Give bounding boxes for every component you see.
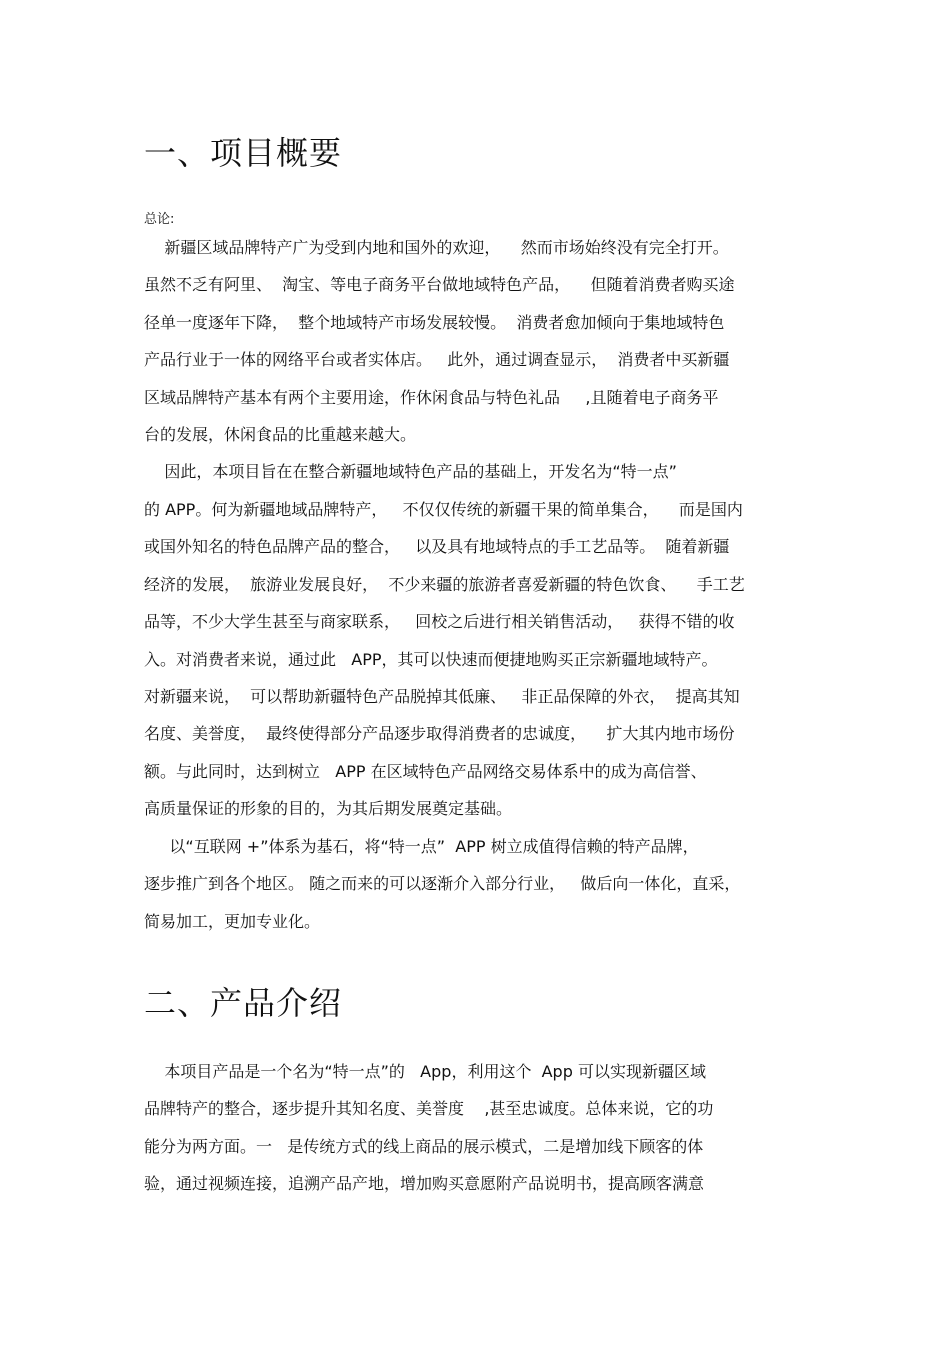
paragraph-line: 因此，本项目旨在在整合新疆地域特色产品的基础上，开发名为“特一点” xyxy=(144,462,677,481)
section-heading-product: 二、产品介绍 xyxy=(144,984,343,1022)
paragraph-line: 产品行业于一体的网络平台或者实体店。 此外，通过调查显示， 消费者中买新疆 xyxy=(144,350,730,369)
paragraph-line: 或国外知名的特色品牌产品的整合， 以及具有地域特点的手工艺品等。 随着新疆 xyxy=(144,537,730,556)
paragraph-line: 品牌特产的整合，逐步提升其知名度、美誉度 ,甚至忠诚度。总体来说，它的功 xyxy=(144,1099,714,1118)
paragraph-line: 径单一度逐年下降， 整个地域特产市场发展较慢。 消费者愈加倾向于集地域特色 xyxy=(144,313,725,332)
paragraph-line: 入。对消费者来说，通过此 APP，其可以快速而便捷地购买正宗新疆地域特产。 xyxy=(144,650,718,669)
paragraph-line: 台的发展，休闲食品的比重越来越大。 xyxy=(144,425,417,444)
paragraph-line: 的 APP。何为新疆地域品牌特产， 不仅仅传统的新疆干果的简单集合， 而是国内 xyxy=(144,500,743,519)
paragraph-line: 额。与此同时，达到树立 APP 在区域特色产品网络交易体系中的成为高信誉、 xyxy=(144,762,707,781)
paragraph-line: 能分为两方面。一 是传统方式的线上商品的展示模式，二是增加线下顾客的体 xyxy=(144,1137,704,1156)
paragraph-line: 新疆区域品牌特产广为受到内地和国外的欢迎， 然而市场始终没有完全打开。 xyxy=(144,238,729,257)
section-heading-overview: 一、项目概要 xyxy=(144,134,343,172)
paragraph-line: 对新疆来说， 可以帮助新疆特色产品脱掉其低廉、 非正品保障的外衣， 提高其知 xyxy=(144,687,740,706)
paragraph-line: 验，通过视频连接，追溯产品产地，增加购买意愿附产品说明书，提高顾客满意 xyxy=(144,1174,705,1193)
paragraph-line: 以“互联网 +”体系为基石，将“特一点” APP 树立成值得信赖的特产品牌， xyxy=(144,837,699,856)
paragraph-line: 高质量保证的形象的目的，为其后期发展奠定基础。 xyxy=(144,799,513,818)
paragraph-line: 经济的发展， 旅游业发展良好， 不少来疆的旅游者喜爱新疆的特色饮食、 手工艺 xyxy=(144,575,745,594)
paragraph-line: 品等，不少大学生甚至与商家联系， 回校之后进行相关销售活动， 获得不错的收 xyxy=(144,612,735,631)
paragraph-line: 虽然不乏有阿里、 淘宝、等电子商务平台做地域特色产品， 但随着消费者购买途 xyxy=(144,275,735,294)
paragraph-line: 简易加工，更加专业化。 xyxy=(144,912,321,931)
paragraph-line: 本项目产品是一个名为“特一点”的 App，利用这个 App 可以实现新疆区域 xyxy=(144,1062,706,1081)
summary-label: 总论: xyxy=(144,212,175,227)
paragraph-line: 逐步推广到各个地区。 随之而来的可以逐渐介入部分行业， 做后向一体化，直采， xyxy=(144,874,741,893)
paragraph-line: 名度、美誉度， 最终使得部分产品逐步取得消费者的忠诚度， 扩大其内地市场份 xyxy=(144,724,735,743)
paragraph-line: 区域品牌特产基本有两个主要用途，作休闲食品与特色礼品 ,且随着电子商务平 xyxy=(144,388,719,407)
